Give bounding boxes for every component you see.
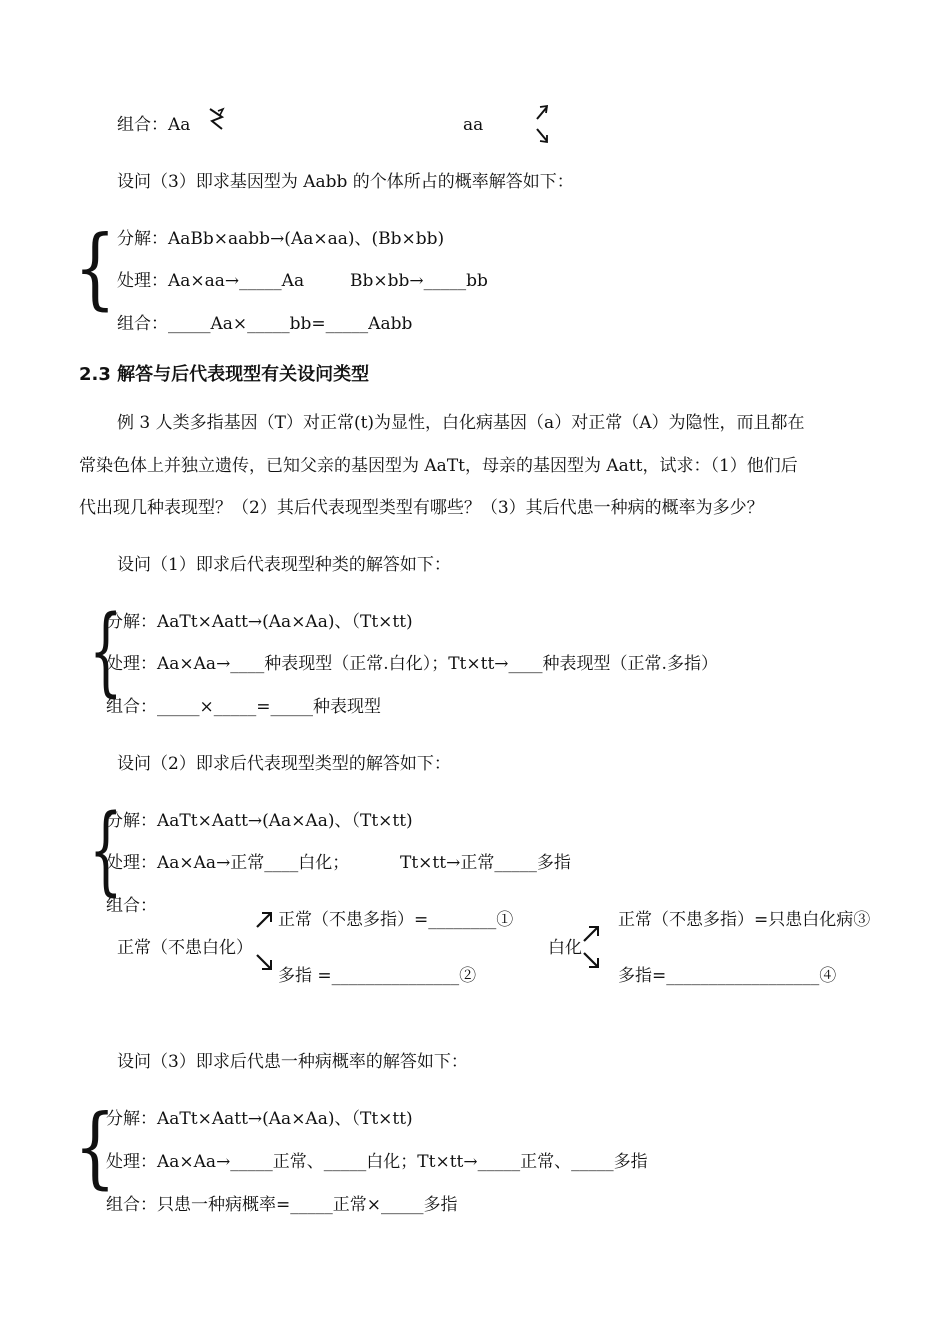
q2-intro: 设问（2）即求后代表现型类型的解答如下： [117,754,451,774]
q3-process: 处理：Aa×Aa→_____正常、_____白化；Tt×tt→_____正常、_____多指 [106,1152,648,1172]
block1-process-a: 处理：Aa×aa→_____Aa [117,271,305,291]
q2-process-b: Tt×tt→正常_____多指 [400,853,571,873]
up-arrow-icon [254,910,274,930]
brace-icon: { [89,595,123,707]
q2-right-up: 正常（不患多指）=只患白化病③ [618,910,871,930]
q2-decompose: 分解：AaTt×Aatt→(Aa×Aa)、（Tt×tt) [106,811,413,831]
q1-intro: 设问（1）即求后代表现型种类的解答如下： [117,555,451,575]
q2-process-a: 处理：Aa×Aa→正常____白化； [106,853,350,873]
q2-left-root: 正常（不患白化） [117,938,253,958]
down-arrow-icon [254,952,274,972]
up-arrow-icon [581,924,601,944]
brace-icon: { [89,794,123,906]
split-arrow-icon [206,107,226,133]
q3-intro: 设问（3）即求基因型为 Aabb 的个体所占的概率解答如下： [117,172,574,192]
brace-icon: { [74,216,116,319]
q2-right-down: 多指=__________________④ [618,966,837,986]
block1-process-b: Bb×bb→_____bb [350,271,488,291]
q3-decompose: 分解：AaTt×Aatt→(Aa×Aa)、（Tt×tt) [106,1109,413,1129]
q1-decompose: 分解：AaTt×Aatt→(Aa×Aa)、（Tt×tt) [106,612,413,632]
section-heading: 2.3 解答与后代表现型有关设问类型 [79,364,370,385]
q2-combine: 组合： [106,896,157,916]
q3-combine: 组合：只患一种病概率=_____正常×_____多指 [106,1195,458,1215]
brace-icon: { [74,1095,116,1198]
example3-line2: 常染色体上并独立遗传，已知父亲的基因型为 AaTt，母亲的基因型为 Aatt，试求：（1）他们后 [79,456,798,476]
block1-decompose: 分解：AaBb×aabb→(Aa×aa)、(Bb×bb) [117,229,445,249]
example3-line1: 例 3 人类多指基因（T）对正常(t)为显性，白化病基因（a）对正常（A）为隐性，而且都在 [117,413,805,433]
q2-left-up: 正常（不患多指）=________① [278,910,514,930]
aa-label: aa [463,115,484,135]
q3-intro: 设问（3）即求后代患一种病概率的解答如下： [117,1052,468,1072]
q2-right-root: 白化 [548,938,582,958]
combo-label: 组合：Aa [117,115,191,135]
block1-combine: 组合：_____Aa×_____bb=_____Aabb [117,314,413,334]
q2-left-down: 多指 =_______________② [278,966,477,986]
down-arrow-icon [581,950,601,970]
q1-process: 处理：Aa×Aa→____种表现型（正常.白化）；Tt×tt→____种表现型（正常.多指） [106,654,718,674]
q1-combine: 组合：_____×_____=_____种表现型 [106,697,381,717]
diverging-arrows-icon [532,103,554,145]
example3-line3: 代出现几种表现型？（2）其后代表现型类型有哪些？（3）其后代患一种病的概率为多少？ [79,498,764,518]
